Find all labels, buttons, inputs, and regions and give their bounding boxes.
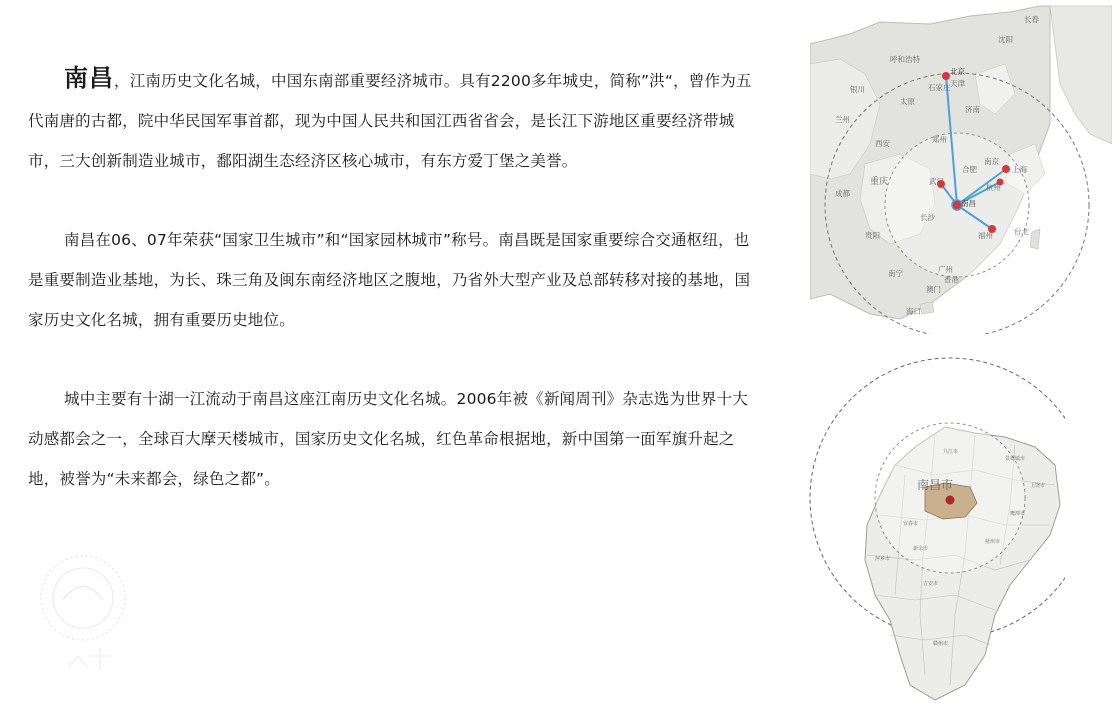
label-shenyang: 沈阳: [998, 35, 1013, 44]
lead-term: 南昌: [64, 64, 114, 92]
label-fuzhou: 福州: [978, 231, 993, 240]
label-xinyu: 新余市: [913, 546, 929, 552]
label-shijiazhuang: 石家庄: [928, 83, 951, 92]
label-beijing: 北京: [950, 67, 965, 76]
label-jingdezhen: 景德镇市: [1005, 456, 1026, 462]
paragraph-intro-body: ，江南历史文化名城，中国东南部重要经济城市。具有2200多年城史，简称”洪“，曾作为五代南唐的古都，院中华民国军事首都，现为中国人民共和国江西省省会，是长江下游地区重要经济带城市，三大创新制造业城市，鄱阳湖生态经济区核心城市，有东方爱丁堡之美誉。: [28, 72, 752, 170]
label-taipei: 台北: [1014, 227, 1029, 236]
label-chengdu: 成都: [835, 189, 850, 198]
label-yichun: 宜春市: [903, 521, 919, 527]
paragraph-features: 城中主要有十湖一江流动于南昌这座江南历史文化名城。2006年被《新闻周刊》杂志选为世界十大动感都会之一，全球百大摩天楼城市，国家历史文化名城，红色革命根据地，新中国第一面军旗升起之地，被誉为“未来都会，绿色之都”。: [28, 390, 748, 488]
label-hangzhou: 杭州: [986, 183, 1001, 192]
label-changsha: 长沙: [920, 213, 935, 222]
article: [28, 58, 758, 499]
marker-shanghai: [1002, 165, 1010, 173]
label-yingtan: 鹰潭市: [1010, 511, 1026, 517]
label-zhengzhou: 郑州: [932, 135, 947, 144]
label-hohhot: 呼和浩特: [890, 55, 920, 64]
label-jian: 吉安市: [923, 581, 939, 587]
label-tianjin: 天津: [950, 79, 965, 88]
watermark-logo: [28, 548, 138, 698]
label-yinchuan: 银川: [850, 85, 865, 94]
label-pingxiang: 萍乡市: [875, 556, 891, 562]
label-jiujiang: 九江市: [943, 449, 959, 455]
label-nanjing: 南京: [984, 157, 999, 166]
china-location-map: [810, 4, 1112, 334]
label-lanzhou: 兰州: [835, 115, 850, 124]
paragraph-honors: 南昌在06、07年荣获“国家卫生城市”和“国家园林城市”称号。南昌既是国家重要综合交通枢纽，也是重要制造业基地，为长、珠三角及闽东南经济地区之腹地，乃省外大型产业及总部转移对接的基地，国家历史文化名城，拥有重要历史地位。: [28, 231, 751, 329]
nanchang-city-label: 南昌市: [917, 478, 954, 492]
label-jinan: 济南: [965, 105, 980, 114]
paragraph-intro: [28, 58, 758, 181]
label-shanghai: 上海: [1012, 165, 1027, 174]
label-guiyang: 贵阳: [865, 231, 880, 240]
jiangxi-province-map: [805, 355, 1065, 715]
label-fuzhou-jx: 抚州市: [985, 539, 1001, 545]
label-hongkong: 香港: [944, 275, 959, 284]
label-guangzhou: 广州: [938, 265, 953, 274]
label-chongqing: 重庆: [870, 177, 889, 187]
label-wuhan: 武汉: [929, 177, 944, 186]
label-nanning: 南宁: [888, 269, 903, 278]
label-hefei: 合肥: [962, 165, 977, 174]
label-taiyuan: 太原: [900, 97, 915, 106]
nanchang-marker: [946, 496, 955, 505]
label-xian: 西安: [875, 139, 890, 148]
hainan-island: [920, 302, 934, 314]
label-shangrao: 上饶市: [1030, 483, 1046, 489]
label-nanchang: 南昌: [961, 199, 976, 208]
marker-beijing: [942, 72, 950, 80]
watermark-emblem: [28, 548, 138, 698]
label-haikou: 海口: [906, 307, 921, 316]
label-ganzhou: 赣州市: [933, 641, 949, 647]
label-macau: 澳门: [926, 285, 941, 294]
label-changchun: 长春: [1024, 15, 1039, 24]
